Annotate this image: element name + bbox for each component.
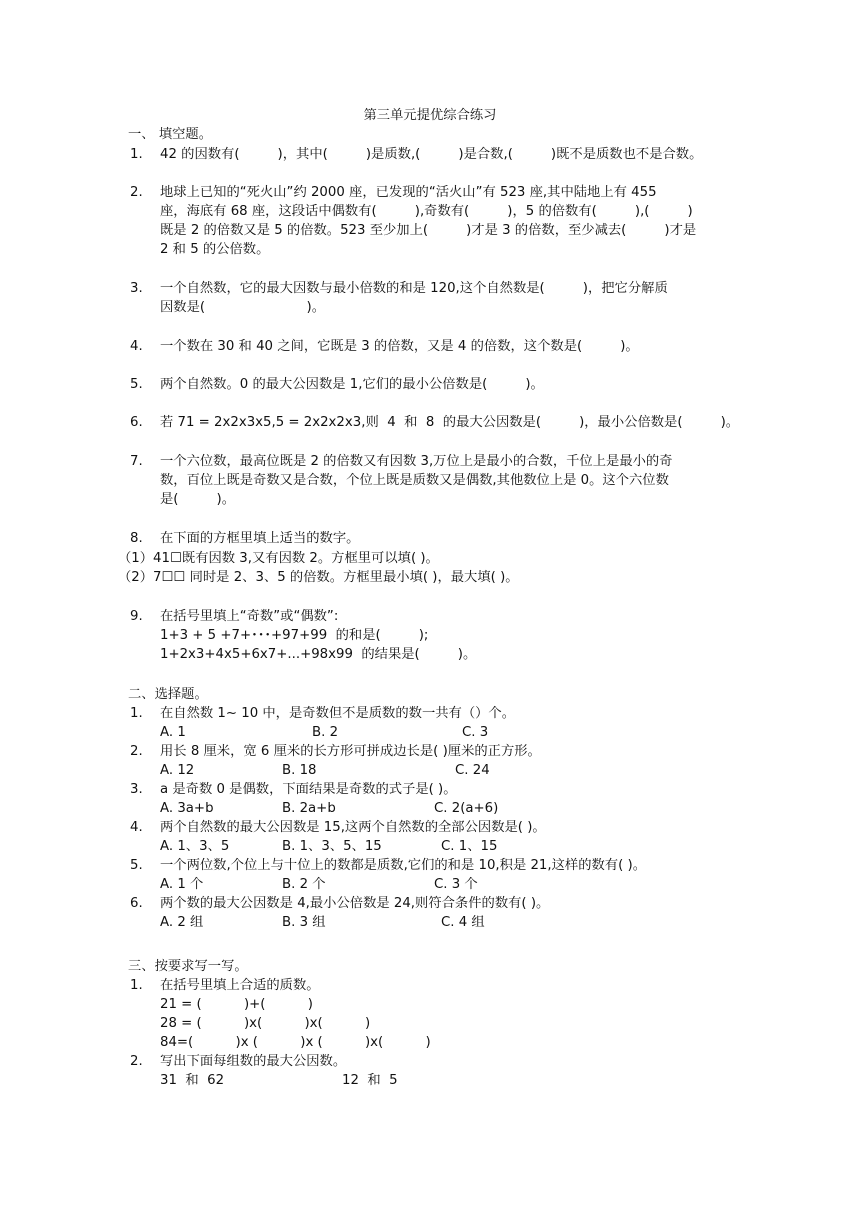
- option-b: B. 1、3、5、15: [282, 839, 382, 854]
- question-number: 8.: [130, 531, 143, 546]
- question-text: 在自然数 1~ 10 中，是奇数但不是质数的数一共有（）个。: [160, 706, 516, 721]
- question-text: [160, 337, 735, 356]
- sub-question: （2）7☐☐ 同时是 2、3、5 的倍数。方框里最小填( )，最大填( )。: [118, 570, 519, 585]
- page-title: 第三单元提优综合练习: [363, 108, 497, 123]
- equation-line: 21 = ( )+( ): [160, 997, 313, 1012]
- section-heading-multiple-choice: 二、选择题。: [128, 687, 208, 702]
- question-number: 1.: [130, 978, 143, 993]
- question-line: 一个六位数，最高位既是 2 的倍数又有因数 3,万位上是最小的合数，千位上是最小的奇: [160, 454, 673, 469]
- question-text: [160, 183, 735, 259]
- option-c: C. 2(a+6): [434, 801, 499, 816]
- question-line: 在下面的方框里填上适当的数字。: [160, 531, 360, 546]
- question-text: [160, 145, 760, 164]
- question-text: [160, 452, 735, 509]
- option-b: B. 3 组: [282, 915, 326, 930]
- number-pair: 12 和 5: [342, 1073, 398, 1088]
- question-text: 在括号里填上合适的质数。: [160, 978, 320, 993]
- question-number: 4.: [130, 820, 143, 835]
- section-heading-write: 三、按要求写一写。: [128, 959, 248, 974]
- equation-line: 84=( )x ( )x ( )x( ): [160, 1035, 431, 1050]
- question-text: 一个两位数,个位上与十位上的数都是质数,它们的和是 10,积是 21,这样的数有( )。: [160, 858, 647, 873]
- question-number: 1.: [130, 706, 143, 721]
- question-number: 1.: [130, 147, 143, 162]
- question-line: 因数是( )。: [160, 300, 326, 315]
- option-c: C. 3: [462, 725, 489, 740]
- question-number: 6.: [130, 415, 143, 430]
- question-line: 1+3 + 5 +7+･･･+97+99 的和是( );: [160, 628, 429, 643]
- question-line: 座，海底有 68 座，这段话中偶数有( ),奇数有( )，5 的倍数有( ),( ): [160, 204, 693, 219]
- question-number: 6.: [130, 896, 143, 911]
- question-line: 2 和 5 的公倍数。: [160, 242, 270, 257]
- option-c: C. 3 个: [434, 877, 478, 892]
- option-c: C. 24: [455, 763, 490, 778]
- equation-line: 28 = ( )x( )x( ): [160, 1016, 371, 1031]
- question-text: [160, 413, 760, 432]
- question-number: 5.: [130, 858, 143, 873]
- question-text: 两个数的最大公因数是 4,最小公倍数是 24,则符合条件的数有( )。: [160, 896, 550, 911]
- question-line: 数，百位上既是奇数又是合数，个位上既是质数又是偶数,其他数位上是 0。这个六位数: [160, 473, 669, 488]
- option-a: A. 12: [160, 763, 195, 778]
- question-text: [160, 529, 735, 548]
- option-a: A. 3a+b: [160, 801, 214, 816]
- question-line: 是( )。: [160, 492, 236, 507]
- question-line: 一个数在 30 和 40 之间，它既是 3 的倍数，又是 4 的倍数，这个数是( )。: [160, 339, 639, 354]
- question-text: a 是奇数 0 是偶数，下面结果是奇数的式子是( )。: [160, 782, 457, 797]
- option-b: B. 2 个: [282, 877, 326, 892]
- question-line: 1+2x3+4x5+6x7+...+98x99 的结果是( )。: [160, 647, 477, 662]
- section-heading-fill-blanks: 一、 填空题。: [128, 127, 213, 142]
- question-line: 在括号里填上“奇数”或“偶数”:: [160, 609, 339, 624]
- option-b: B. 2a+b: [282, 801, 336, 816]
- question-number: 3.: [130, 782, 143, 797]
- question-number: 2.: [130, 744, 143, 759]
- question-line: 42 的因数有( )，其中( )是质数,( )是合数,( )既不是质数也不是合数。: [160, 147, 703, 162]
- question-text: [160, 607, 735, 664]
- question-number: 7.: [130, 454, 143, 469]
- question-number: 3.: [130, 281, 143, 296]
- option-b: B. 2: [312, 725, 339, 740]
- question-line: 若 71 = 2x2x3x5,5 = 2x2x2x3,则 4 和 8 的最大公因数是( )，最小公倍数是( )。: [160, 415, 740, 430]
- question-text: [160, 279, 735, 317]
- question-text: 写出下面每组数的最大公因数。: [160, 1054, 347, 1069]
- question-number: 5.: [130, 377, 143, 392]
- question-number: 9.: [130, 609, 143, 624]
- option-a: A. 1 个: [160, 877, 204, 892]
- option-a: A. 1、3、5: [160, 839, 230, 854]
- question-line: 地球上已知的“死火山”约 2000 座，已发现的“活火山”有 523 座,其中陆地上有 455: [160, 185, 657, 200]
- question-line: 一个自然数，它的最大因数与最小倍数的和是 120,这个自然数是( )，把它分解质: [160, 281, 668, 296]
- question-number: 2.: [130, 185, 143, 200]
- question-text: 两个自然数的最大公因数是 15,这两个自然数的全部公因数是( )。: [160, 820, 546, 835]
- question-text: 用长 8 厘米，宽 6 厘米的长方形可拼成边长是( )厘米的正方形。: [160, 744, 541, 759]
- question-text: [160, 375, 735, 394]
- question-number: 2.: [130, 1054, 143, 1069]
- option-a: A. 2 组: [160, 915, 204, 930]
- number-pair: 31 和 62: [160, 1073, 225, 1088]
- option-c: C. 1、15: [441, 839, 498, 854]
- question-number: 4.: [130, 339, 143, 354]
- question-line: 既是 2 的倍数又是 5 的倍数。523 至少加上( )才是 3 的倍数，至少减去( )才是: [160, 223, 697, 238]
- option-b: B. 18: [282, 763, 317, 778]
- question-line: 两个自然数。0 的最大公因数是 1,它们的最小公倍数是( )。: [160, 377, 544, 392]
- sub-question: （1）41☐既有因数 3,又有因数 2。方框里可以填( )。: [118, 551, 439, 566]
- option-a: A. 1: [160, 725, 186, 740]
- option-c: C. 4 组: [441, 915, 485, 930]
